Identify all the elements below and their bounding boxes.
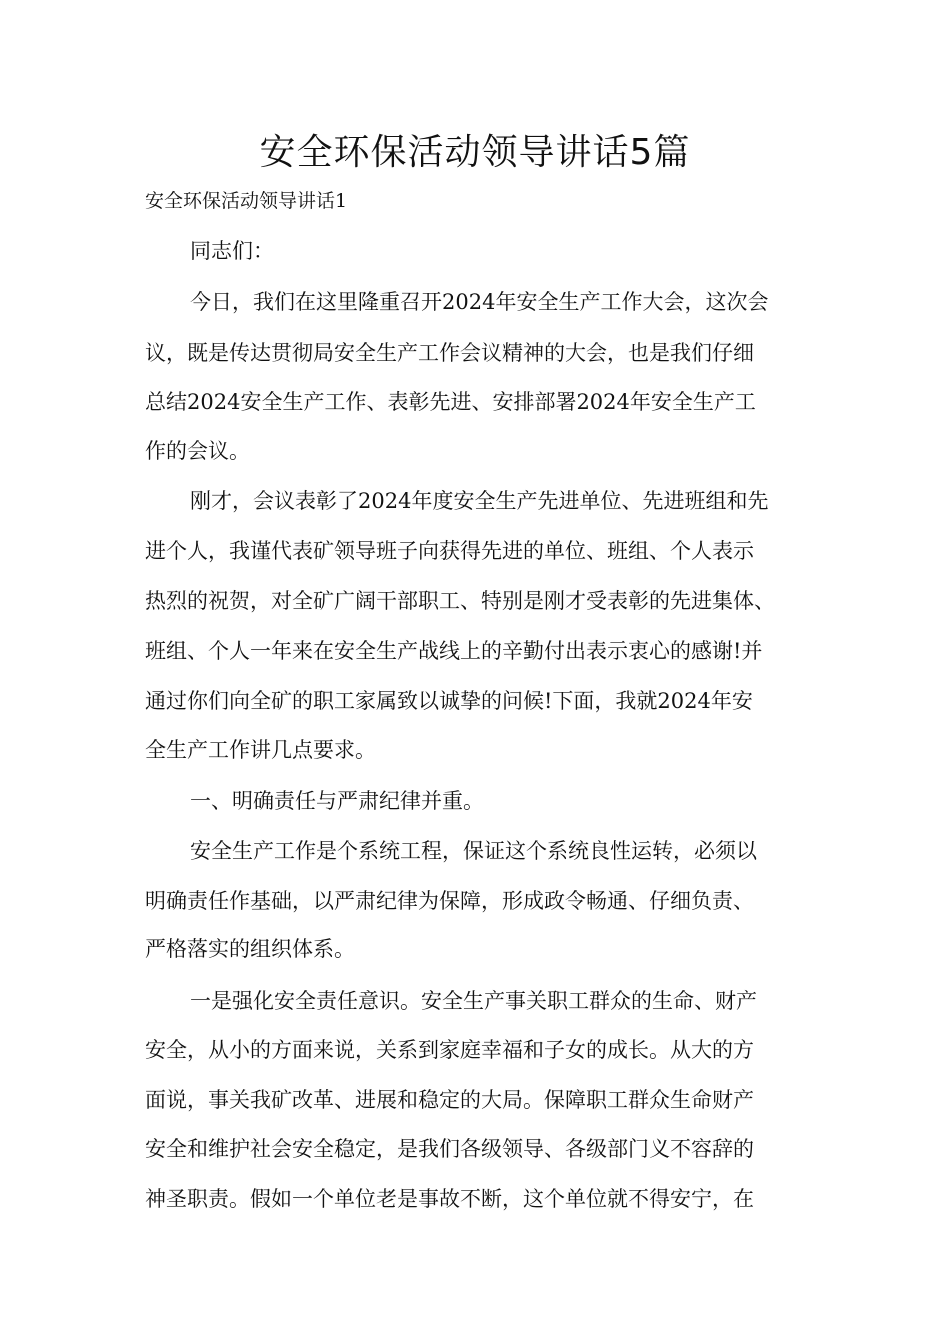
paragraph-line: 神圣职责。假如一个单位老是事故不断，这个单位就不得安宁，在 bbox=[145, 1187, 754, 1211]
paragraph-line: 作的会议。 bbox=[145, 439, 250, 463]
document-title: 安全环保活动领导讲话5篇 bbox=[259, 132, 691, 173]
section-heading: 一、明确责任与严肃纪律并重。 bbox=[190, 789, 484, 813]
paragraph-line: 热烈的祝贺，对全矿广阔干部职工、特别是刚才受表彰的先进集体、 bbox=[145, 589, 775, 613]
paragraph-line: 全生产工作讲几点要求。 bbox=[145, 738, 376, 762]
paragraph-line: 议，既是传达贯彻局安全生产工作会议精神的大会，也是我们仔细 bbox=[145, 341, 754, 365]
paragraph-line: 进个人，我谨代表矿领导班子向获得先进的单位、班组、个人表示 bbox=[145, 539, 754, 563]
paragraph-line: 安全，从小的方面来说，关系到家庭幸福和子女的成长。从大的方 bbox=[145, 1038, 754, 1062]
paragraph-line: 一是强化安全责任意识。安全生产事关职工群众的生命、财产 bbox=[190, 989, 757, 1013]
salutation: 同志们： bbox=[190, 239, 274, 263]
document-subtitle: 安全环保活动领导讲话1 bbox=[145, 190, 348, 212]
paragraph-line: 明确责任作基础，以严肃纪律为保障，形成政令畅通、仔细负责、 bbox=[145, 889, 754, 913]
paragraph-line: 通过你们向全矿的职工家属致以诚挚的问候!下面，我就2024年安 bbox=[145, 689, 753, 713]
paragraph-line: 总结2024安全生产工作、表彰先进、安排部署2024年安全生产工 bbox=[145, 390, 756, 414]
paragraph-line: 安全生产工作是个系统工程，保证这个系统良性运转，必须以 bbox=[190, 839, 757, 863]
paragraph-line: 刚才，会议表彰了2024年度安全生产先进单位、先进班组和先 bbox=[190, 489, 769, 513]
paragraph-line: 今日，我们在这里隆重召开2024年安全生产工作大会，这次会 bbox=[190, 290, 769, 314]
paragraph-line: 班组、个人一年来在安全生产战线上的辛勤付出表示衷心的感谢!并 bbox=[145, 639, 763, 663]
paragraph-line: 严格落实的组织体系。 bbox=[145, 937, 355, 961]
paragraph-line: 面说，事关我矿改革、进展和稳定的大局。保障职工群众生命财产 bbox=[145, 1088, 754, 1112]
paragraph-line: 安全和维护社会安全稳定，是我们各级领导、各级部门义不容辞的 bbox=[145, 1137, 754, 1161]
